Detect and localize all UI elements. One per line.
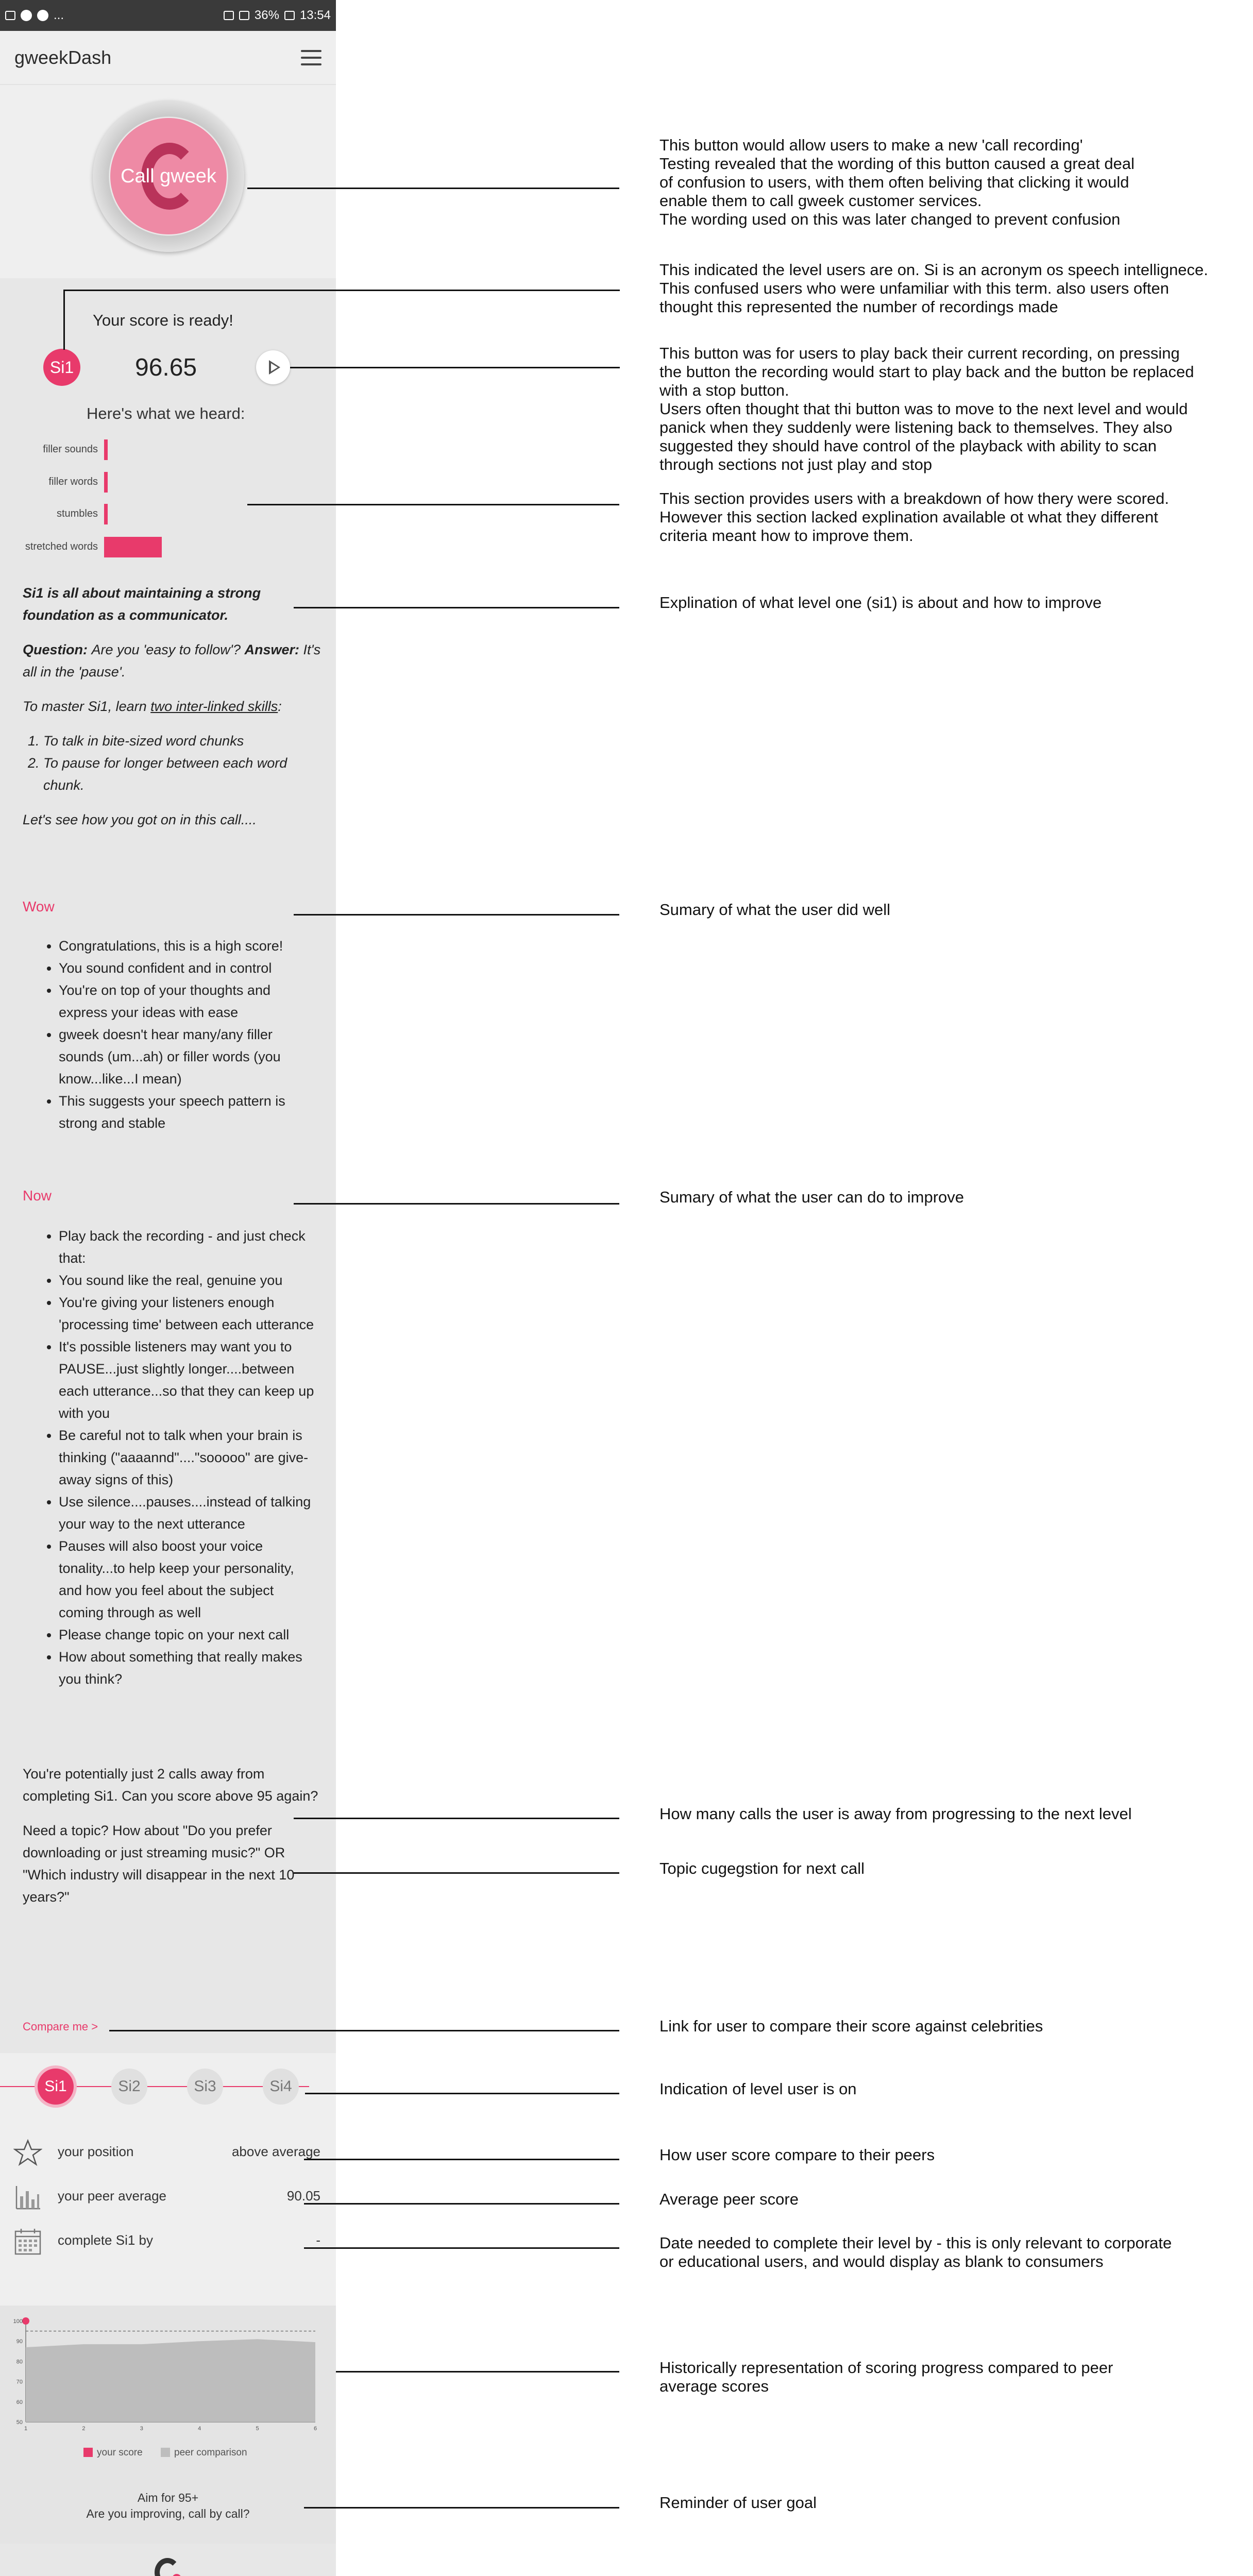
leader-peers [304,2159,619,2160]
list-item: • Congratulations, this is a high score! [59,935,316,957]
leader-level [63,290,620,291]
skill-item: 1. To talk in bite-sized word chunks [43,730,321,752]
y-tick-label: 60 [16,2399,23,2405]
battery-icon [284,11,295,20]
annotation-line: This button would allow users to make a new 'call recording' [659,136,1083,154]
leader-now [294,1203,619,1205]
google-icon [21,10,32,21]
score-value: 96.65 [135,354,197,381]
si1-intro [23,582,321,843]
breakdown-label: filler sounds [43,444,98,455]
si1-outro: Let's see how you got on in this call.... [23,812,257,827]
history-chart [0,2306,336,2470]
play-button[interactable] [256,350,290,384]
footer-logo-icon [155,2558,180,2576]
y-tick-label: 50 [16,2419,23,2426]
level-si4[interactable]: Si4 [263,2069,299,2105]
list-item: • Pauses will also boost your voice tonality...to help keep your personality, and how you feel about the subject coming through as well [59,1535,316,1624]
battery-level: 36% [254,8,279,22]
annotation-peer-avg [659,2190,1247,2209]
breakdown-row [0,472,336,493]
annotation-line: Average peer score [659,2190,799,2208]
compare-me-link[interactable]: Compare me > [23,2020,98,2033]
list-item: • This suggests your speech pattern is strong and stable [59,1090,316,1134]
skill-item: 2. To pause for longer between each word chunk. [43,752,321,796]
status-bar [0,0,336,31]
stat-peer-average [0,2176,336,2217]
breakdown-label: stumbles [56,508,98,519]
list-item: • How about something that really makes you think? [59,1646,316,1690]
si1-master-line: To master Si1, learn two inter-linked skills: [23,699,282,714]
progress-section [23,1763,321,1921]
leader-compare [109,2030,619,2031]
bar-chart-icon [13,2183,42,2212]
call-button[interactable] [93,100,244,252]
annotation-history [659,2359,1247,2396]
breakdown-row [0,504,336,524]
annotation-line: Date needed to complete their level by - this is only relevant to corporate [659,2234,1172,2252]
annotation-topic [659,1859,1247,1878]
annotation-line: Explination of what level one (si1) is about and how to improve [659,594,1102,612]
breakdown-bar [104,439,108,460]
peer-comparison-area [26,2339,315,2422]
leader-calls-away [294,1818,619,1819]
status-right [224,8,331,23]
annotation-line: How many calls the user is away from progressing to the next level [659,1805,1132,1823]
annotation-date [659,2234,1247,2271]
list-item: • gweek doesn't hear many/any filler sounds (um...ah) or filler words (you know...like...I mean) [59,1024,316,1090]
annotation-call [659,136,1247,229]
leader-level-vertical [63,290,65,350]
annotation-line: of confusion to users, with them often beliving that clicking it would [659,173,1129,191]
legend-label: peer comparison [174,2447,247,2458]
annotation-line: This confused users who were unfamiliar with this term. also users often [659,279,1169,297]
annotation-line: criteria meant how to improve them. [659,527,913,545]
annotation-line: through sections not just play and stop [659,455,933,473]
breakdown-row [0,537,336,557]
legend-swatch [83,2448,93,2457]
annotation-line: However this section lacked explination available ot what they different [659,508,1158,526]
y-tick-label: 80 [16,2359,23,2365]
stat-label: your peer average [58,2188,167,2204]
level-si1[interactable]: Si1 [38,2069,74,2105]
now-list [23,1225,316,1690]
annotation-line: Indication of level user is on [659,2080,857,2098]
annotation-line: average scores [659,2377,769,2395]
call-area [0,85,336,278]
score-ready-text: Your score is ready! [93,311,233,329]
leader-level-indicator [305,2093,619,2094]
x-tick-label: 4 [198,2426,201,2432]
call-button-face[interactable] [110,118,227,234]
vibrate-icon [224,11,234,20]
annotation-level [659,261,1247,316]
phone-screen [0,0,336,2576]
annotation-line: Link for user to compare their score against celebrities [659,2017,1043,2035]
annotation-line: How user score compare to their peers [659,2146,935,2164]
list-item: • Be careful not to talk when your brain is thinking ("aaaannd"...."sooooo" are give-away signs of this) [59,1425,316,1491]
app-title: gweekDash [14,46,112,68]
breakdown-bar [104,504,108,524]
level-indicator [0,2053,336,2120]
annotation-line: Sumary of what the user can do to improve [659,1188,964,1206]
list-item: • Use silence....pauses....instead of talking your way to the next utterance [59,1491,316,1535]
list-item: • Please change topic on your next call [59,1624,316,1646]
wow-list [23,935,316,1134]
annotation-breakdown [659,489,1247,545]
annotation-peers [659,2146,1247,2164]
x-tick-label: 3 [140,2426,143,2432]
leader-goal [304,2507,619,2509]
annotation-line: This button was for users to play back their current recording, on pressing [659,344,1180,362]
list-item: • You're on top of your thoughts and express your ideas with ease [59,979,316,1024]
legend-label: your score [97,2447,143,2458]
annotation-compare [659,2017,1247,2036]
gallery-icon [5,11,15,20]
annotation-play [659,344,1247,474]
annotation-line: Testing revealed that the wording of this button caused a great deal [659,155,1135,173]
more-notifications: ... [54,8,64,22]
breakdown-label: stretched words [25,541,98,552]
level-si3[interactable]: Si3 [187,2069,223,2105]
annotation-line: This indicated the level users are on. Si is an acronym os speech intellignece. [659,261,1208,279]
calls-away-text: You're potentially just 2 calls away from completing Si1. Can you score above 95 again? [23,1766,318,1804]
list-item: • You're giving your listeners enough 'processing time' between each utterance [59,1292,316,1336]
now-heading: Now [23,1188,52,1204]
si1-headline: Si1 is all about maintaining a strong foundation as a communicator. [23,585,261,623]
annotation-line: Sumary of what the user did well [659,901,890,919]
legend-swatch [161,2448,170,2457]
stat-label: complete Si1 by [58,2232,153,2248]
annotation-line: This section provides users with a breakdown of how thery were scored. [659,489,1170,507]
breakdown-bar [104,472,108,493]
leader-call [247,188,619,189]
heard-title: Here's what we heard: [87,404,245,422]
stat-value: above average [231,2144,320,2159]
list-item: • You sound confident and in control [59,957,316,979]
stat-value: 90.05 [286,2188,320,2204]
annotation-line: Users often thought that thi button was to move to the next level and would [659,400,1188,418]
annotation-now [659,1188,1247,1207]
stats-section [0,2120,336,2306]
stat-label: your position [58,2144,134,2159]
annotation-line: with a stop button. [659,381,789,399]
annotation-line: suggested they should have control of the playback with ability to scan [659,437,1157,455]
annotation-si1 [659,594,1247,612]
app-header [0,31,336,85]
annotation-line: Topic cugegstion for next call [659,1859,865,1877]
level-si2[interactable]: Si2 [111,2069,147,2105]
annotation-wow [659,901,1247,919]
annotation-line: thought this represented the number of recordings made [659,298,1058,316]
annotation-goal [659,2494,1247,2512]
annotation-line: Historically representation of scoring progress compared to peer [659,2359,1113,2377]
leader-play [290,367,620,368]
goal-line-1: Aim for 95+ [137,2491,199,2504]
annotation-calls-away [659,1805,1247,1823]
calendar-icon [13,2227,42,2256]
leader-breakdown [247,504,619,505]
status-left [5,8,64,23]
goal-line-2: Are you improving, call by call? [86,2507,250,2520]
leader-topic [294,1872,619,1874]
list-item: • It's possible listeners may want you to PAUSE...just slightly longer....between each utterance...so that they can keep up with you [59,1336,316,1425]
breakdown-row [0,439,336,460]
signal-icon [239,11,249,20]
topic-suggestion: Need a topic? How about "Do you prefer downloading or just streaming music?" OR "Which industry will disappear in the next 10 years?" [23,1823,295,1905]
menu-icon[interactable] [301,50,321,65]
list-item: • Play back the recording - and just check that: [59,1225,316,1269]
x-tick-label: 6 [313,2426,317,2432]
x-tick-label: 2 [82,2426,86,2432]
annotation-line: or educational users, and would display as blank to consumers [659,2252,1104,2270]
leader-history [336,2371,619,2372]
level-badge[interactable]: Si1 [43,349,80,386]
breakdown-label: filler words [48,476,98,487]
wow-heading: Wow [23,899,55,914]
app-icon [37,10,48,21]
star-icon [13,2139,42,2167]
breakdown-bar [104,537,162,557]
y-tick-label: 70 [16,2379,23,2385]
leader-date [304,2247,619,2249]
list-item: • You sound like the real, genuine you [59,1269,316,1292]
stat-position [0,2131,336,2173]
stat-complete-by [0,2220,336,2261]
y-tick-label: 100 [13,2318,23,2325]
leader-wow [294,914,619,916]
clock: 13:54 [299,8,331,22]
x-tick-label: 1 [24,2426,28,2432]
annotation-line: enable them to call gweek customer services. [659,192,982,210]
leader-peer-avg [304,2203,619,2205]
stat-value: - [316,2232,320,2248]
y-tick-label: 90 [16,2338,23,2345]
x-tick-label: 5 [256,2426,259,2432]
annotation-line: panick when they suddenly were listening back to themselves. They also [659,418,1173,436]
skills-link: two inter-linked skills [150,699,278,714]
annotation-line: Reminder of user goal [659,2494,817,2512]
leader-si1 [294,607,619,608]
annotation-level-indicator [659,2080,1247,2098]
your-score-point [22,2317,29,2325]
annotation-line: The wording used on this was later changed to prevent confusion [659,210,1121,228]
si1-question: Question: Are you 'easy to follow'? Answer: It's all in the 'pause'. [23,642,321,680]
call-button-label: Call gweek [121,165,216,187]
skills-list [23,730,321,796]
annotation-line: the button the recording would start to play back and the button be replaced [659,363,1194,381]
